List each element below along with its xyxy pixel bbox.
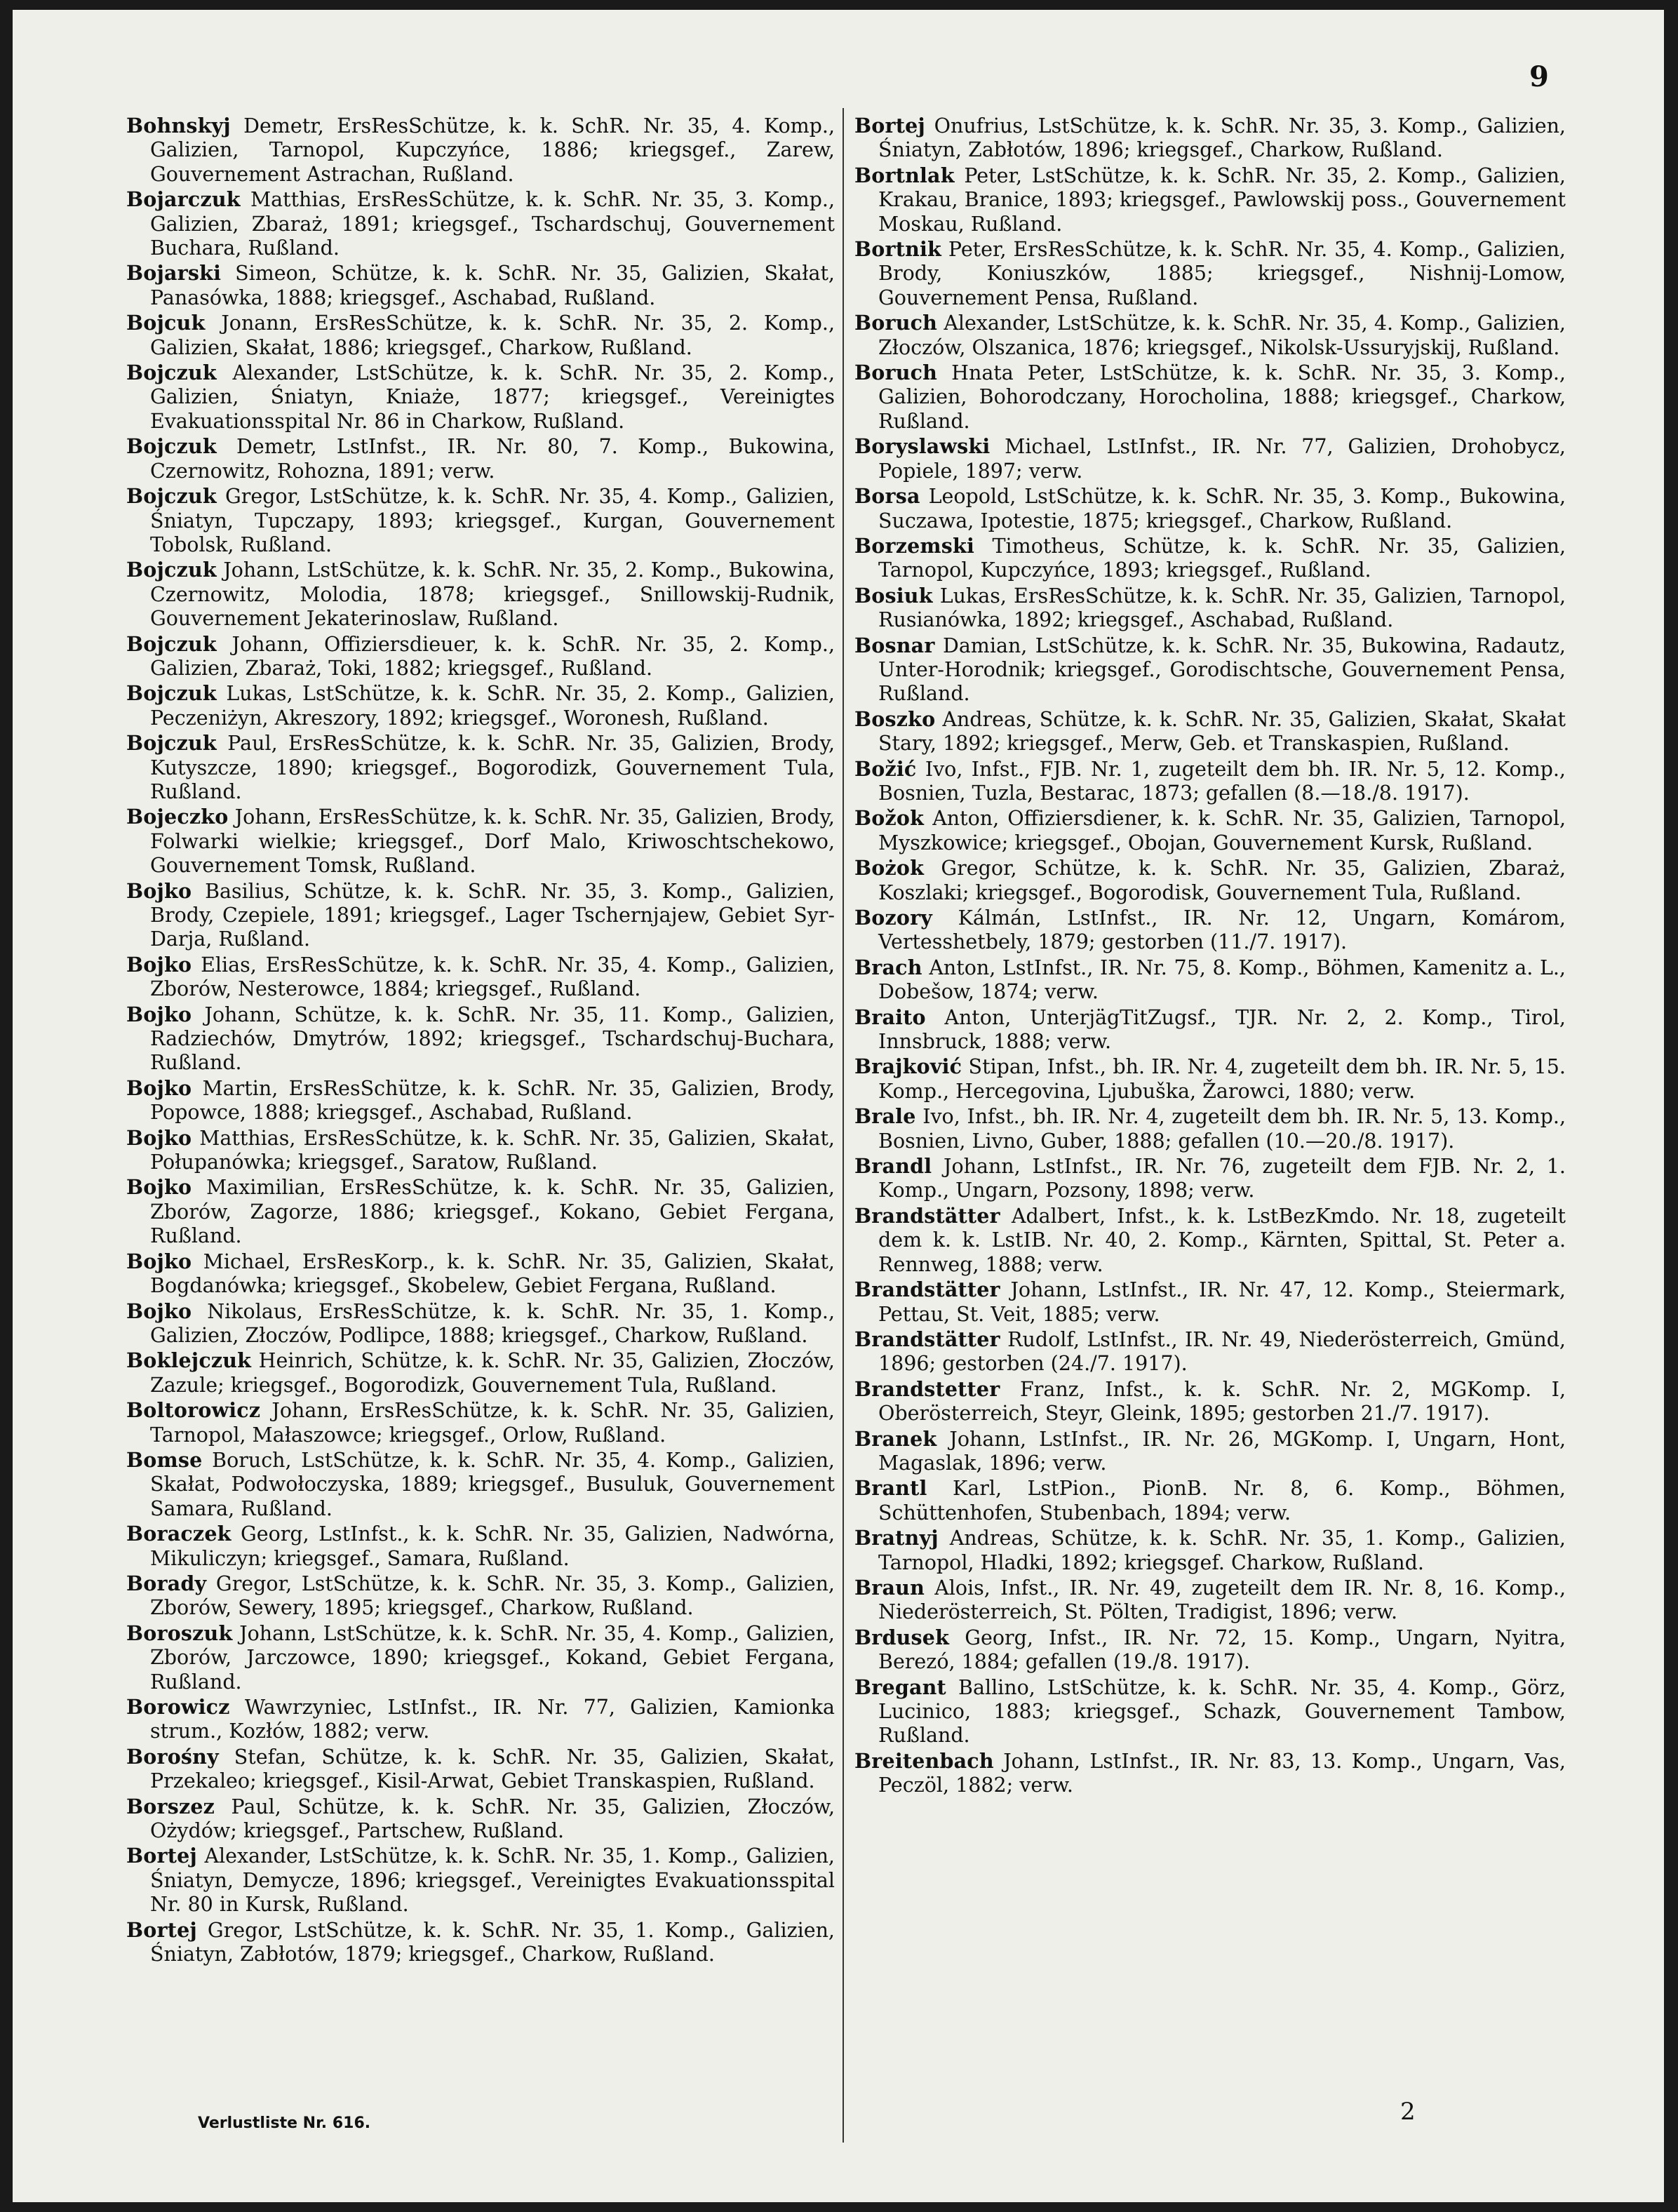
entry-details: Gregor, Schütze, k. k. SchR. Nr. 35, Galizien, Zbaraż, Koszlaki; kriegsgef., Bogorodisk, Gouvernement Tula, Rußland. xyxy=(878,857,1566,904)
casualty-entry xyxy=(854,707,1566,756)
entry-surname: Borowicz xyxy=(126,1695,230,1719)
entry-surname: Boryslawski xyxy=(854,434,991,459)
casualty-entry xyxy=(854,534,1566,583)
entry-details: Basilius, Schütze, k. k. SchR. Nr. 35, 3. Komp., Galizien, Brody, Czepiele, 1891; kriegsgef., Lager Tschernjajew, Gebiet Syr-Darja, Rußland. xyxy=(150,879,835,951)
entry-surname: Bożok xyxy=(854,856,925,880)
entry-surname: Brandstätter xyxy=(854,1278,1000,1302)
entry-surname: Bojko xyxy=(126,1002,192,1026)
entry-details: Anton, UnterjägTitZugsf., TJR. Nr. 2, 2. Komp., Tirol, Innsbruck, 1888; verw. xyxy=(878,1005,1566,1054)
entry-surname: Bosiuk xyxy=(854,583,933,608)
entry-surname: Bosnar xyxy=(854,633,935,657)
casualty-entry xyxy=(854,163,1566,236)
entry-details: Martin, ErsResSchütze, k. k. SchR. Nr. 35, Galizien, Brody, Popowce, 1888; kriegsgef., Aschabad, Rußland. xyxy=(150,1076,835,1125)
casualty-entry xyxy=(854,1204,1566,1277)
entry-details: Damian, LstSchütze, k. k. SchR. Nr. 35, Bukowina, Radautz, Unter-Horodnik; kriegsgef., Gorodischtsche, Gouvernement Pensa, Rußland. xyxy=(878,634,1566,706)
entry-surname: Bojko xyxy=(126,1125,192,1150)
entry-surname: Bojko xyxy=(126,878,192,903)
entry-surname: Boruch xyxy=(854,361,938,385)
left-column xyxy=(126,114,835,2085)
entry-details: Johann, LstSchütze, k. k. SchR. Nr. 35, 2. Komp., Bukowina, Czernowitz, Molodia, 1878; kriegsgef., Snillowskij-Rudnik, Gouvernement Jekaterinoslaw, Rußland. xyxy=(150,558,835,631)
entry-details: Stipan, Infst., bh. IR. Nr. 4, zugeteilt dem bh. IR. Nr. 5, 15. Komp., Hercegovina, Ljubuška, Žarowci, 1880; verw. xyxy=(878,1055,1566,1103)
entry-surname: Bregant xyxy=(854,1675,946,1699)
entry-surname: Branek xyxy=(854,1426,937,1451)
casualty-entry xyxy=(854,237,1566,310)
entry-surname: Bortnlak xyxy=(854,163,955,187)
entry-surname: Braito xyxy=(854,1005,926,1029)
casualty-entry xyxy=(854,1526,1566,1575)
entry-details: Georg, Infst., IR. Nr. 72, 15. Komp., Ungarn, Nyitra, Berezó, 1884; gefallen (19./8. 1917). xyxy=(878,1626,1566,1674)
entry-details: Ballino, LstSchütze, k. k. SchR. Nr. 35, 4. Komp., Görz, Lucinico, 1883; kriegsgef., Schazk, Gouvernement Tambow, Rußland. xyxy=(878,1675,1566,1748)
entry-details: Matthias, ErsResSchütze, k. k. SchR. Nr. 35, 3. Komp., Galizien, Zbaraż, 1891; kriegsgef., Tschardschuj, Gouvernement Buchara, Rußland. xyxy=(150,188,835,260)
entry-details: Timotheus, Schütze, k. k. SchR. Nr. 35, Galizien, Tarnopol, Kupczyńce, 1893; kriegsgef., Rußland. xyxy=(878,534,1566,582)
entry-details: Rudolf, LstInfst., IR. Nr. 49, Niederösterreich, Gmünd, 1896; gestorben (24./7. 1917). xyxy=(878,1327,1566,1376)
entry-surname: Bojczuk xyxy=(126,631,217,656)
entry-surname: Bojczuk xyxy=(126,361,217,385)
casualty-entry xyxy=(126,1745,835,1794)
entry-details: Boruch, LstSchütze, k. k. SchR. Nr. 35, 4. Komp., Galizien, Skałat, Podwołoczyska, 1889; kriegsgef., Busuluk, Gouvernement Samara, Rußland. xyxy=(150,1448,835,1520)
entry-surname: Bortej xyxy=(854,114,925,138)
entry-surname: Boltorowicz xyxy=(126,1398,261,1423)
entry-details: Nikolaus, ErsResSchütze, k. k. SchR. Nr. 35, 1. Komp., Galizien, Złoczów, Podlipce, 1888; kriegsgef., Charkow, Rußland. xyxy=(150,1299,835,1347)
entry-details: Anton, LstInfst., IR. Nr. 75, 8. Komp., Böhmen, Kamenitz a. L., Dobešow, 1874; verw. xyxy=(878,956,1566,1004)
casualty-entry xyxy=(854,906,1566,955)
casualty-entry xyxy=(854,1054,1566,1104)
entry-surname: Bojko xyxy=(126,1175,192,1200)
casualty-entry xyxy=(854,114,1566,163)
footer-note: Verlustliste Nr. 616. xyxy=(198,2114,371,2132)
entry-details: Ivo, Infst., FJB. Nr. 1, zugeteilt dem bh. IR. Nr. 5, 12. Komp., Bosnien, Tuzla, Bestarac, 1873; gefallen (8.—18./8. 1917). xyxy=(878,757,1566,805)
entry-details: Adalbert, Infst., k. k. LstBezKmdo. Nr. 18, zugeteilt dem k. k. LstIB. Nr. 40, 2. Komp., Kärnten, Spittal, St. Peter a. Rennweg, 1888; verw. xyxy=(878,1204,1566,1276)
entry-details: Johann, Offiziersdieuer, k. k. SchR. Nr. 35, 2. Komp., Galizien, Zbaraż, Toki, 1882; kriegsgef., Rußland. xyxy=(150,632,835,680)
entry-details: Georg, LstInfst., k. k. SchR. Nr. 35, Galizien, Nadwórna, Mikuliczyn; kriegsgef., Samara, Rußland. xyxy=(150,1522,835,1570)
entry-surname: Božić xyxy=(854,756,917,781)
entry-details: Onufrius, LstSchütze, k. k. SchR. Nr. 35, 3. Komp., Galizien, Śniatyn, Zabłotów, 1896; kriegsgef., Charkow, Rußland. xyxy=(878,114,1566,162)
entry-surname: Bratnyj xyxy=(854,1526,939,1550)
casualty-entry xyxy=(854,434,1566,483)
casualty-entry xyxy=(126,558,835,631)
page-number: 9 xyxy=(1529,60,1549,93)
entry-surname: Borośny xyxy=(126,1744,219,1769)
casualty-entry xyxy=(854,1104,1566,1153)
casualty-entry xyxy=(126,1175,835,1248)
entry-details: Simeon, Schütze, k. k. SchR. Nr. 35, Galizien, Skałat, Panasówka, 1888; kriegsgef., Aschabad, Rußland. xyxy=(150,262,835,309)
casualty-entry xyxy=(126,1522,835,1571)
entry-details: Alexander, LstSchütze, k. k. SchR. Nr. 35, 4. Komp., Galizien, Złoczów, Olszanica, 1876; kriegsgef., Nikolsk-Ussuryjskij, Rußland. xyxy=(878,311,1566,359)
entry-details: Gregor, LstSchütze, k. k. SchR. Nr. 35, 4. Komp., Galizien, Śniatyn, Tupczapy, 1893; kriegsgef., Kurgan, Gouvernement Tobolsk, Rußland. xyxy=(150,485,835,556)
casualty-entry xyxy=(854,1154,1566,1203)
entry-details: Alois, Infst., IR. Nr. 49, zugeteilt dem IR. Nr. 8, 16. Komp., Niederösterreich, St. Pölten, Tradigist, 1896; verw. xyxy=(878,1576,1566,1624)
entry-details: Johann, LstInfst., IR. Nr. 83, 13. Komp., Ungarn, Vas, Peczöl, 1882; verw. xyxy=(878,1749,1566,1797)
casualty-entry xyxy=(854,634,1566,706)
casualty-entry xyxy=(854,1675,1566,1748)
entry-details: Alexander, LstSchütze, k. k. SchR. Nr. 35, 2. Komp., Galizien, Śniatyn, Kniaże, 1877; kriegsgef., Vereinigtes Evakuationsspital Nr. 86 in Charkow, Rußland. xyxy=(150,361,835,433)
entry-surname: Brantl xyxy=(854,1476,927,1501)
casualty-entry xyxy=(126,1076,835,1125)
casualty-entry xyxy=(126,681,835,730)
entry-surname: Brandl xyxy=(854,1154,932,1179)
casualty-entry xyxy=(854,1626,1566,1675)
column-divider xyxy=(843,108,844,2143)
entry-details: Johann, LstInfst., IR. Nr. 26, MGKomp. I, Ungarn, Hont, Magaslak, 1896; verw. xyxy=(878,1427,1566,1475)
casualty-entry xyxy=(126,434,835,483)
casualty-entry xyxy=(854,1377,1566,1426)
entry-details: Johann, ErsResSchütze, k. k. SchR. Nr. 35, Galizien, Brody, Folwarki wielkie; kriegsgef., Dorf Malo, Kriwoschtschekowo, Gouvernement Tomsk, Rußland. xyxy=(150,805,835,878)
casualty-entry xyxy=(854,584,1566,633)
entry-details: Anton, Offiziersdiener, k. k. SchR. Nr. 35, Galizien, Tarnopol, Myszkowice; kriegsgef., Obojan, Gouvernement Kursk, Rußland. xyxy=(878,807,1566,854)
entry-surname: Bojczuk xyxy=(126,731,217,756)
entry-details: Leopold, LstSchütze, k. k. SchR. Nr. 35, 3. Komp., Bukowina, Suczawa, Ipotestie, 1875; kriegsgef., Charkow, Rußland. xyxy=(878,485,1566,532)
casualty-entry xyxy=(126,261,835,310)
entry-surname: Bortej xyxy=(126,1844,197,1868)
entry-details: Ivo, Infst., bh. IR. Nr. 4, zugeteilt dem bh. IR. Nr. 5, 13. Komp., Bosnien, Livno, Guber, 1888; gefallen (10.—20./8. 1917). xyxy=(878,1105,1566,1153)
entry-details: Gregor, LstSchütze, k. k. SchR. Nr. 35, 1. Komp., Galizien, Śniatyn, Zabłotów, 1879; kriegsgef., Charkow, Rußland. xyxy=(150,1918,835,1966)
casualty-entry xyxy=(126,361,835,434)
entry-surname: Bojczuk xyxy=(126,558,217,582)
entry-surname: Bojczuk xyxy=(126,434,217,459)
casualty-entry xyxy=(854,1278,1566,1327)
casualty-entry xyxy=(126,114,835,187)
casualty-entry xyxy=(854,311,1566,360)
entry-surname: Brale xyxy=(854,1104,916,1129)
casualty-entry xyxy=(126,1844,835,1917)
casualty-entry xyxy=(854,856,1566,905)
entry-surname: Bojko xyxy=(126,952,192,977)
entry-surname: Bortej xyxy=(126,1917,197,1942)
entry-surname: Borsa xyxy=(854,484,920,509)
entry-details: Hnata Peter, LstSchütze, k. k. SchR. Nr. 35, 3. Komp., Galizien, Bohorodczany, Horocholina, 1888; kriegsgef., Charkow, Rußland. xyxy=(878,361,1566,433)
entry-surname: Boraczek xyxy=(126,1522,231,1546)
casualty-entry xyxy=(126,1795,835,1844)
casualty-entry xyxy=(126,1398,835,1447)
casualty-entry xyxy=(126,1695,835,1744)
entry-details: Johann, LstSchütze, k. k. SchR. Nr. 35, 4. Komp., Galizien, Zborów, Jarczowce, 1890; kriegsgef., Kokand, Gebiet Fergana, Rußland. xyxy=(150,1621,835,1694)
entry-surname: Boszko xyxy=(854,706,936,731)
casualty-entry xyxy=(854,484,1566,533)
casualty-entry xyxy=(854,1005,1566,1054)
entry-surname: Bojczuk xyxy=(126,484,217,509)
casualty-entry xyxy=(126,1571,835,1621)
entry-details: Jonann, ErsResSchütze, k. k. SchR. Nr. 35, 2. Komp., Galizien, Skałat, 1886; kriegsgef., Charkow, Rußland. xyxy=(150,311,835,359)
entry-surname: Brandstätter xyxy=(854,1203,1000,1228)
entry-details: Heinrich, Schütze, k. k. SchR. Nr. 35, Galizien, Złoczów, Zazule; kriegsgef., Bogorodizk, Gouvernement Tula, Rußland. xyxy=(150,1349,835,1397)
document-page xyxy=(13,10,1664,2202)
entry-surname: Bojko xyxy=(126,1299,192,1323)
entry-details: Andreas, Schütze, k. k. SchR. Nr. 35, 1. Komp., Galizien, Tarnopol, Hladki, 1892; kriegsgef. Charkow, Rußland. xyxy=(878,1527,1566,1574)
entry-details: Gregor, LstSchütze, k. k. SchR. Nr. 35, 3. Komp., Galizien, Zborów, Sewery, 1895; kriegsgef., Charkow, Rußland. xyxy=(150,1571,835,1620)
entry-details: Karl, LstPion., PionB. Nr. 8, 6. Komp., Böhmen, Schüttenhofen, Stubenbach, 1894; verw. xyxy=(878,1477,1566,1524)
entry-details: Johann, LstInfst., IR. Nr. 76, zugeteilt dem FJB. Nr. 2, 1. Komp., Ungarn, Pozsony, 1898; verw. xyxy=(878,1155,1566,1202)
entry-surname: Borady xyxy=(126,1571,207,1595)
entry-details: Maximilian, ErsResSchütze, k. k. SchR. Nr. 35, Galizien, Zborów, Zagorze, 1886; kriegsgef., Kokano, Gebiet Fergana, Rußland. xyxy=(150,1176,835,1248)
entry-surname: Borzemski xyxy=(854,533,975,558)
casualty-entry xyxy=(126,1249,835,1299)
entry-details: Paul, Schütze, k. k. SchR. Nr. 35, Galizien, Złoczów, Ożydów; kriegsgef., Partschew, Rußland. xyxy=(150,1795,835,1843)
entry-surname: Bozory xyxy=(854,906,933,930)
entry-details: Johann, Schütze, k. k. SchR. Nr. 35, 11. Komp., Galizien, Radziechów, Dmytrów, 1892; kriegsgef., Tschardschuj-Buchara, Rußland. xyxy=(150,1003,835,1075)
entry-surname: Bohnskyj xyxy=(126,114,231,138)
entry-surname: Bojcuk xyxy=(126,311,206,335)
entry-details: Andreas, Schütze, k. k. SchR. Nr. 35, Galizien, Skałat, Skałat Stary, 1892; kriegsgef., Merw, Geb. et Transkaspien, Rußland. xyxy=(878,707,1566,756)
entry-surname: Brach xyxy=(854,955,922,979)
entry-surname: Boklejczuk xyxy=(126,1348,252,1373)
casualty-entry xyxy=(126,632,835,681)
casualty-entry xyxy=(854,1576,1566,1625)
entry-details: Matthias, ErsResSchütze, k. k. SchR. Nr. 35, Galizien, Skałat, Połupanówka; kriegsgef., Saratow, Rußland. xyxy=(150,1126,835,1174)
entry-surname: Bojko xyxy=(126,1075,192,1100)
casualty-entry xyxy=(854,1749,1566,1798)
casualty-entry xyxy=(854,1327,1566,1376)
entry-surname: Breitenbach xyxy=(854,1748,994,1773)
entry-details: Stefan, Schütze, k. k. SchR. Nr. 35, Galizien, Skałat, Przekaleo; kriegsgef., Kisil-Arwat, Gebiet Transkaspien, Rußland. xyxy=(150,1745,835,1793)
entry-details: Peter, LstSchütze, k. k. SchR. Nr. 35, 2. Komp., Galizien, Krakau, Branice, 1893; kriegsgef., Pawlowskij poss., Gouvernement Moskau, Rußland. xyxy=(878,163,1566,236)
entry-surname: Brandstetter xyxy=(854,1376,1000,1401)
casualty-entry xyxy=(126,953,835,1002)
entry-details: Elias, ErsResSchütze, k. k. SchR. Nr. 35, 4. Komp., Galizien, Zborów, Nesterowce, 1884; kriegsgef., Rußland. xyxy=(150,953,835,1001)
entry-details: Michael, ErsResKorp., k. k. SchR. Nr. 35, Galizien, Skałat, Bogdanówka; kriegsgef., Skobelew, Gebiet Fergana, Rußland. xyxy=(150,1249,835,1298)
casualty-entry xyxy=(126,1448,835,1521)
entry-surname: Boroszuk xyxy=(126,1621,233,1645)
entry-surname: Bojarczuk xyxy=(126,187,241,212)
entry-details: Peter, ErsResSchütze, k. k. SchR. Nr. 35, 4. Komp., Galizien, Brody, Koniuszków, 1885; kriegsgef., Nishnij-Lomow, Gouvernement Pensa, Rußland. xyxy=(878,238,1566,309)
entry-surname: Božok xyxy=(854,806,925,831)
entry-surname: Bojarski xyxy=(126,261,222,286)
entry-surname: Brdusek xyxy=(854,1625,950,1649)
entry-details: Lukas, ErsResSchütze, k. k. SchR. Nr. 35, Galizien, Tarnopol, Rusianówka, 1892; kriegsgef., Aschabad, Rußland. xyxy=(878,584,1566,632)
entry-details: Kálmán, LstInfst., IR. Nr. 12, Ungarn, Komárom, Vertesshetbely, 1879; gestorben (11./7. 1917). xyxy=(878,906,1566,954)
casualty-entry xyxy=(126,731,835,804)
casualty-entry xyxy=(854,1476,1566,1525)
entry-surname: Bortnik xyxy=(854,237,941,262)
entry-details: Demetr, ErsResSchütze, k. k. SchR. Nr. 35, 4. Komp., Galizien, Tarnopol, Kupczyńce, 1886; kriegsgef., Zarew, Gouvernement Astrachan, Rußland. xyxy=(150,114,835,186)
casualty-entry xyxy=(126,1918,835,1967)
entry-surname: Bomse xyxy=(126,1447,203,1472)
entry-surname: Brandstätter xyxy=(854,1327,1000,1351)
entry-details: Wawrzyniec, LstInfst., IR. Nr. 77, Galizien, Kamionka strum., Kozłów, 1882; verw. xyxy=(150,1696,835,1743)
casualty-entry xyxy=(854,757,1566,806)
casualty-entry xyxy=(126,187,835,260)
entry-details: Lukas, LstSchütze, k. k. SchR. Nr. 35, 2. Komp., Galizien, Peczeniżyn, Akreszory, 1892; kriegsgef., Woronesh, Rußland. xyxy=(150,682,835,730)
casualty-entry xyxy=(126,1126,835,1175)
casualty-entry xyxy=(854,806,1566,855)
entry-surname: Borszez xyxy=(126,1794,215,1818)
entry-details: Michael, LstInfst., IR. Nr. 77, Galizien, Drohobycz, Popiele, 1897; verw. xyxy=(878,435,1566,483)
casualty-entry xyxy=(126,1299,835,1348)
entry-surname: Boruch xyxy=(854,311,938,335)
casualty-entry xyxy=(854,1427,1566,1476)
casualty-entry xyxy=(854,361,1566,434)
entry-details: Franz, Infst., k. k. SchR. Nr. 2, MGKomp. I, Oberösterreich, Steyr, Gleink, 1895; gestorben 21./7. 1917). xyxy=(878,1377,1566,1426)
right-column xyxy=(854,114,1566,2085)
entry-details: Alexander, LstSchütze, k. k. SchR. Nr. 35, 1. Komp., Galizien, Śniatyn, Demycze, 1896; kriegsgef., Vereinigtes Evakuationsspital Nr. 80 in Kursk, Rußland. xyxy=(150,1844,835,1917)
casualty-entry xyxy=(126,311,835,360)
casualty-entry xyxy=(126,879,835,952)
entry-surname: Bojczuk xyxy=(126,681,217,706)
entry-surname: Brajković xyxy=(854,1054,962,1079)
entry-details: Demetr, LstInfst., IR. Nr. 80, 7. Komp., Bukowina, Czernowitz, Rohozna, 1891; verw. xyxy=(150,435,835,483)
entry-details: Johann, LstInfst., IR. Nr. 47, 12. Komp., Steiermark, Pettau, St. Veit, 1885; verw. xyxy=(878,1278,1566,1326)
casualty-entry xyxy=(126,805,835,878)
entry-details: Paul, ErsResSchütze, k. k. SchR. Nr. 35, Galizien, Brody, Kutyszcze, 1890; kriegsgef., Bogorodizk, Gouvernement Tula, Rußland. xyxy=(150,732,835,803)
signature-mark: 2 xyxy=(1400,2098,1416,2126)
casualty-entry xyxy=(126,1621,835,1694)
casualty-entry xyxy=(126,1003,835,1075)
entry-surname: Bojeczko xyxy=(126,805,229,829)
casualty-entry xyxy=(854,956,1566,1005)
casualty-entry xyxy=(126,484,835,557)
casualty-entry xyxy=(126,1348,835,1397)
entry-surname: Bojko xyxy=(126,1249,192,1273)
entry-surname: Braun xyxy=(854,1575,925,1600)
entry-details: Johann, ErsResSchütze, k. k. SchR. Nr. 35, Galizien, Tarnopol, Małaszowce; kriegsgef., Orlow, Rußland. xyxy=(150,1399,835,1447)
